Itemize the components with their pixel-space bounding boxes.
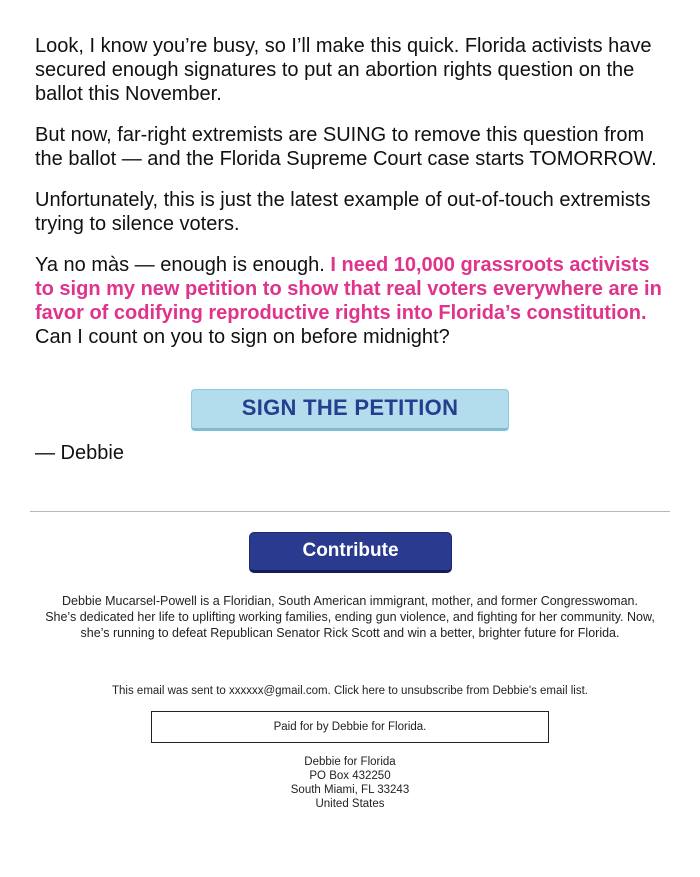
ask-highlight: I need 10,000 grassroots activists to sign my new petition to show that real voters everywhere are in favor of codifying reproductive rights into Florida’s constitution. xyxy=(35,254,662,324)
footer-divider xyxy=(30,511,670,512)
ask-tail: Can I count on you to sign on before midnight? xyxy=(35,326,450,348)
address-country: United States xyxy=(315,798,385,810)
contribute-button[interactable]: Contribute xyxy=(249,532,452,573)
ask-lead: Ya no màs — enough is enough. xyxy=(35,254,331,276)
lawsuit-paragraph: But now, far-right extremists are SUING to remove this question from the ballot — and the Florida Supreme Court case starts TOMORROW. xyxy=(35,124,657,170)
email-body xyxy=(35,34,667,366)
extremists-paragraph: Unfortunately, this is just the latest example of out-of-touch extremists trying to silence voters. xyxy=(35,189,651,235)
cta-container xyxy=(191,389,509,431)
intro-paragraph: Look, I know you’re busy, so I’ll make this quick. Florida activists have secured enough signatures to put an abortion rights question on the ballot this November. xyxy=(35,35,652,105)
ask-paragraph xyxy=(35,253,667,349)
signoff: — Debbie xyxy=(35,442,124,464)
address-name: Debbie for Florida xyxy=(304,756,396,768)
sign-petition-button[interactable]: SIGN THE PETITION xyxy=(191,389,509,431)
paid-for-disclaimer: Paid for by Debbie for Florida. xyxy=(151,711,549,743)
mailing-address xyxy=(0,755,700,811)
unsubscribe-notice[interactable]: This email was sent to xxxxxx@gmail.com. Click here to unsubscribe from Debbie's email list. xyxy=(112,685,588,697)
candidate-bio: Debbie Mucarsel-Powell is a Floridian, South American immigrant, mother, and former Congresswoman. She’s dedicated her life to uplifting working families, ending gun violence, and fighting for her community. Now, she’s running to defeat Republican Senator Rick Scott and win a better, brighter future for Florida. xyxy=(45,594,655,640)
address-po-box: PO Box 432250 xyxy=(309,770,391,782)
address-city: South Miami, FL 33243 xyxy=(290,784,410,796)
